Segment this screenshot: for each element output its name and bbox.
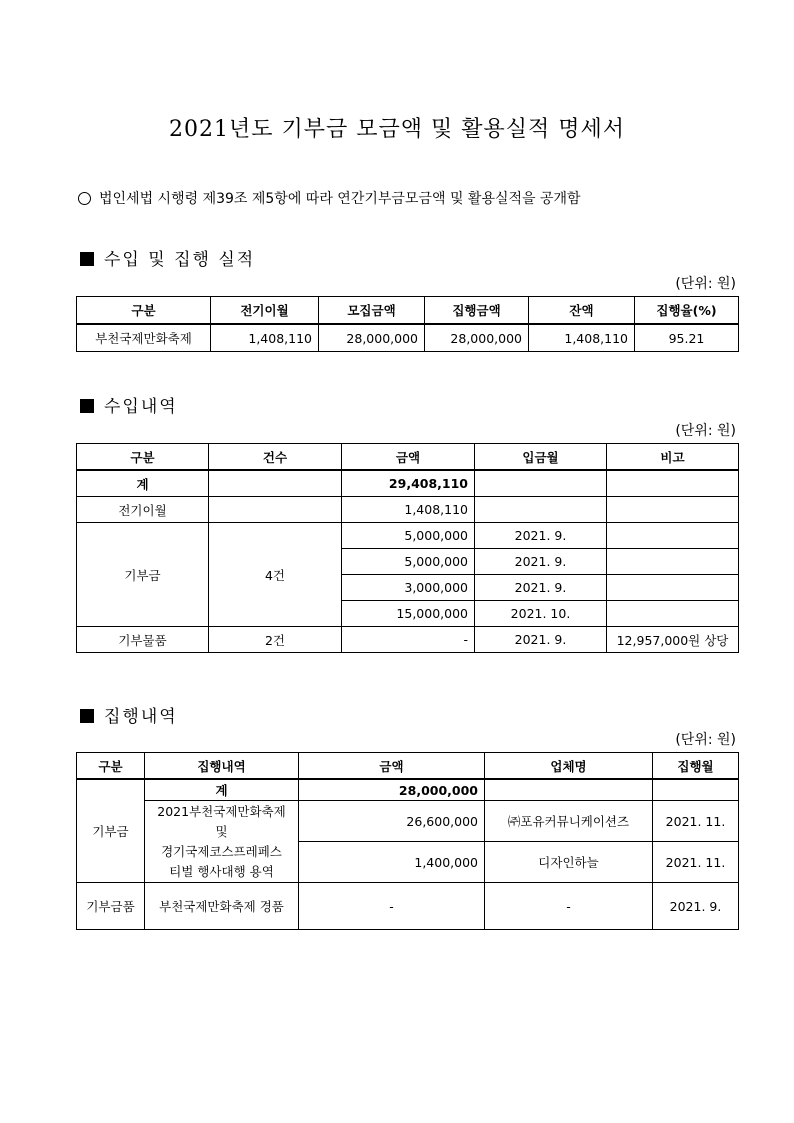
header-cell: 집행내역 [145, 753, 299, 780]
header-cell: 구분 [77, 444, 209, 471]
table-cell: 2021. 11. [653, 842, 739, 883]
goods-label: 기부금품 [77, 883, 145, 930]
header-cell: 전기이월 [211, 297, 319, 325]
intro-text [78, 188, 581, 208]
total-amount: 29,408,110 [342, 470, 475, 497]
donation-label: 기부금 [77, 523, 209, 627]
execution-details-table [76, 752, 739, 930]
total-row [77, 470, 739, 497]
table-cell [653, 779, 739, 801]
table-cell: 3,000,000 [342, 575, 475, 601]
goods-amount: - [299, 883, 485, 930]
table-header-row [77, 444, 739, 471]
square-bullet-icon [80, 252, 94, 266]
goods-note: 12,957,000원 상당 [607, 627, 739, 653]
total-row [77, 779, 739, 801]
section-heading-execution-details: 집행내역 [80, 702, 178, 727]
donation-label: 기부금 [77, 779, 145, 883]
unit-label: (단위: 원) [675, 732, 736, 748]
square-bullet-icon [80, 399, 94, 413]
header-cell: 집행월 [653, 753, 739, 780]
section-heading-income-execution: 수입 및 집행 실적 [80, 245, 255, 270]
goods-detail: 부천국제만화축제 경품 [145, 883, 299, 930]
table-cell [607, 497, 739, 523]
header-cell: 집행금액 [425, 297, 529, 325]
goods-label: 기부물품 [77, 627, 209, 653]
header-cell: 업체명 [485, 753, 653, 780]
table-header-row [77, 753, 739, 780]
donation-count: 4건 [209, 523, 342, 627]
header-cell: 입금월 [475, 444, 607, 471]
total-amount: 28,000,000 [299, 779, 485, 801]
table-cell: 2021. 9. [475, 523, 607, 549]
table-row [77, 801, 739, 842]
section-heading-income-details: 수입내역 [80, 392, 178, 417]
table-cell: ㈜포유커뮤니케이션즈 [485, 801, 653, 842]
unit-label: (단위: 원) [675, 423, 736, 439]
header-cell: 잔액 [529, 297, 635, 325]
table-cell [607, 549, 739, 575]
table-cell: 5,000,000 [342, 549, 475, 575]
intro-sentence: 법인세법 시행령 제39조 제5항에 따라 연간기부금모금액 및 활용실적을 공개함 [99, 191, 581, 207]
table-cell [485, 779, 653, 801]
table-cell: 15,000,000 [342, 601, 475, 627]
header-cell: 금액 [299, 753, 485, 780]
income-execution-table [76, 296, 739, 352]
carry-label: 전기이월 [77, 497, 209, 523]
header-cell: 구분 [77, 297, 211, 325]
circle-bullet-icon [78, 192, 91, 205]
table-cell: 95.21 [635, 324, 739, 352]
header-cell: 집행율(%) [635, 297, 739, 325]
execution-detail-cell [145, 801, 299, 883]
page-title: 2021년도 기부금 모금액 및 활용실적 명세서 [169, 117, 625, 142]
table-cell: 2021. 9. [475, 549, 607, 575]
table-cell: 28,000,000 [319, 324, 425, 352]
table-row [77, 523, 739, 549]
header-cell: 구분 [77, 753, 145, 780]
income-details-table [76, 443, 739, 653]
table-cell [607, 575, 739, 601]
goods-month: 2021. 9. [475, 627, 607, 653]
table-cell [475, 497, 607, 523]
table-header-row [77, 297, 739, 325]
goods-row [77, 627, 739, 653]
header-cell: 비고 [607, 444, 739, 471]
table-cell: 5,000,000 [342, 523, 475, 549]
table-cell [607, 601, 739, 627]
table-cell: 1,408,110 [529, 324, 635, 352]
detail-line: 티벌 행사대행 용역 [169, 863, 274, 879]
table-cell [209, 470, 342, 497]
goods-count: 2건 [209, 627, 342, 653]
table-cell [607, 523, 739, 549]
carry-amount: 1,408,110 [342, 497, 475, 523]
table-row [77, 324, 739, 352]
table-cell [209, 497, 342, 523]
goods-month: 2021. 9. [653, 883, 739, 930]
table-cell [607, 470, 739, 497]
goods-vendor: - [485, 883, 653, 930]
table-cell: 1,408,110 [211, 324, 319, 352]
table-cell: 부천국제만화축제 [77, 324, 211, 352]
table-cell: 디자인하늘 [485, 842, 653, 883]
unit-label: (단위: 원) [675, 276, 736, 292]
table-cell: 1,400,000 [299, 842, 485, 883]
detail-line: 2021부천국제만화축제 [157, 803, 286, 819]
header-cell: 모집금액 [319, 297, 425, 325]
detail-line: 경기국제코스프레페스 [161, 843, 282, 859]
table-cell: 2021. 9. [475, 575, 607, 601]
square-bullet-icon [80, 709, 94, 723]
carry-row [77, 497, 739, 523]
table-cell [475, 470, 607, 497]
table-cell: 26,600,000 [299, 801, 485, 842]
total-label: 계 [77, 470, 209, 497]
total-label: 계 [145, 779, 299, 801]
table-cell: 2021. 11. [653, 801, 739, 842]
header-cell: 금액 [342, 444, 475, 471]
detail-line: 및 [215, 823, 228, 839]
table-cell: 2021. 10. [475, 601, 607, 627]
goods-row [77, 883, 739, 930]
header-cell: 건수 [209, 444, 342, 471]
table-cell: 28,000,000 [425, 324, 529, 352]
goods-amount: - [342, 627, 475, 653]
